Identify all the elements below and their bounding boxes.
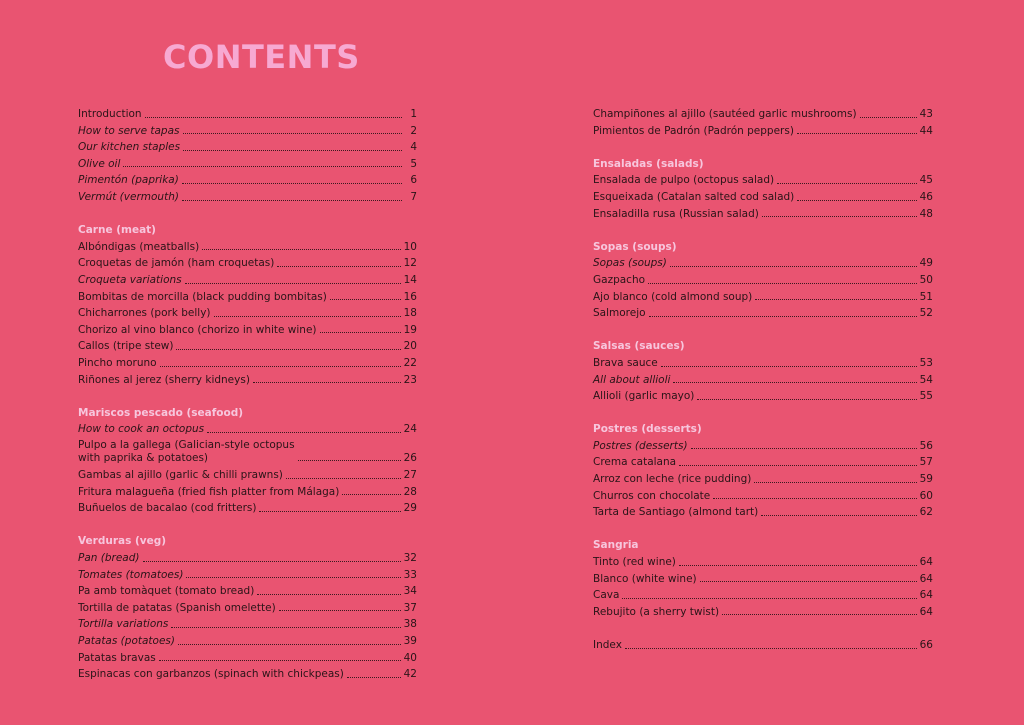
toc-entry[interactable] <box>593 438 933 455</box>
dot-leader <box>347 677 401 678</box>
verduras-section <box>78 550 417 683</box>
toc-entry[interactable] <box>593 554 933 571</box>
toc-entry[interactable] <box>78 272 417 289</box>
toc-entry[interactable] <box>78 650 417 667</box>
toc-page-number: 12 <box>403 257 417 270</box>
dot-leader <box>673 382 916 383</box>
dot-leader <box>670 266 917 267</box>
toc-entry[interactable] <box>78 633 417 650</box>
toc-page-number: 49 <box>919 257 933 270</box>
dot-leader <box>700 581 917 582</box>
toc-entry-label: Vermút (vermouth) <box>78 190 179 203</box>
toc-entry-label: Champiñones al ajillo (sautéed garlic mushrooms) <box>593 108 857 120</box>
toc-entry[interactable] <box>593 571 933 588</box>
toc-page-number: 23 <box>403 373 417 386</box>
toc-entry[interactable] <box>78 467 417 484</box>
toc-entry-label: All about allioli <box>593 373 671 386</box>
toc-entry-label: Esqueixada (Catalan salted cod salad) <box>593 190 795 203</box>
postres-section <box>593 438 933 521</box>
toc-page-number: 60 <box>919 489 933 502</box>
toc-page-number: 32 <box>403 552 417 565</box>
ensaladas-section <box>593 172 933 222</box>
toc-page-number: 64 <box>919 572 933 585</box>
toc-page-number: 54 <box>919 373 933 386</box>
toc-page-number: 62 <box>919 506 933 519</box>
dot-leader <box>777 183 917 184</box>
dot-leader <box>661 366 917 367</box>
dot-leader <box>722 614 917 615</box>
toc-entry-label: How to cook an octopus <box>78 423 205 436</box>
toc-entry[interactable] <box>78 255 417 272</box>
toc-entry[interactable] <box>78 338 417 355</box>
index-spacer <box>593 620 933 637</box>
dot-leader <box>298 460 401 461</box>
toc-entry[interactable] <box>593 172 933 189</box>
section-heading-mariscos: Mariscos pescado (seafood) <box>78 406 244 419</box>
toc-page-number: 7 <box>410 190 417 203</box>
toc-entry-label: Olive oil <box>78 157 121 170</box>
dot-leader <box>143 561 401 562</box>
dot-leader <box>123 166 402 167</box>
toc-entry[interactable] <box>593 604 933 621</box>
dot-leader <box>259 511 400 512</box>
toc-entry-label: Index <box>593 639 622 651</box>
toc-page-number: 24 <box>403 423 417 436</box>
dot-leader <box>797 200 916 201</box>
toc-page-number: 10 <box>403 240 417 253</box>
toc-page-number: 53 <box>919 356 933 369</box>
toc-page-number: 38 <box>403 618 417 631</box>
toc-entry-label: Bombitas de morcilla (black pudding bombitas) <box>78 290 327 303</box>
dot-leader <box>202 249 400 250</box>
sangria-section <box>593 554 933 620</box>
toc-entry-label: Chicharrones (pork belly) <box>78 307 211 320</box>
toc-page-number: 64 <box>919 605 933 618</box>
carne-section <box>78 239 417 388</box>
dot-leader <box>330 299 401 300</box>
toc-page-number: 45 <box>919 174 933 187</box>
toc-entry[interactable] <box>593 372 933 389</box>
toc-entry-label: Pincho moruno <box>78 356 157 369</box>
toc-page-number: 28 <box>403 485 417 498</box>
toc-page-number: 52 <box>919 307 933 320</box>
toc-entry[interactable] <box>593 272 933 289</box>
toc-entry-label: Pan (bread) <box>78 552 140 565</box>
dot-leader <box>145 117 402 118</box>
dot-leader <box>182 183 402 184</box>
toc-page-number: 1 <box>410 108 417 120</box>
toc-page-number: 5 <box>410 157 417 170</box>
section-heading-ensaladas: Ensaladas (salads) <box>593 157 704 170</box>
toc-page-number: 14 <box>403 273 417 286</box>
toc-entry-label: How to serve tapas <box>78 124 180 137</box>
toc-entry-label: Churros con chocolate <box>593 489 711 502</box>
toc-entry[interactable] <box>593 454 933 471</box>
toc-entry[interactable] <box>78 616 417 633</box>
dot-leader <box>257 594 400 595</box>
toc-entry-label: Croqueta variations <box>78 273 182 286</box>
dot-leader <box>649 316 917 317</box>
dot-leader <box>697 399 916 400</box>
mariscos-section <box>78 421 417 517</box>
toc-entry[interactable] <box>78 484 417 501</box>
intro-section <box>78 106 417 206</box>
toc-page-number: 19 <box>403 323 417 336</box>
toc-entry-label: Tinto (red wine) <box>593 556 676 569</box>
dot-leader <box>625 648 917 649</box>
toc-page-number: 27 <box>403 469 417 482</box>
section-heading-verduras: Verduras (veg) <box>78 535 167 548</box>
dot-leader <box>622 598 916 599</box>
toc-entry[interactable] <box>78 172 417 189</box>
toc-entry-label: Rebujito (a sherry twist) <box>593 605 720 618</box>
toc-entry-label: Introduction <box>78 108 142 120</box>
salsas-section <box>593 355 933 405</box>
toc-page-number: 50 <box>919 273 933 286</box>
toc-entry-label: Arroz con leche (rice pudding) <box>593 473 752 486</box>
toc-entry-label: Blanco (white wine) <box>593 572 697 585</box>
toc-page-number: 2 <box>410 124 417 137</box>
toc-entry-label: Patatas bravas <box>78 651 156 664</box>
dot-leader <box>159 660 401 661</box>
toc-entry-label: Our kitchen staples <box>78 141 181 154</box>
toc-page-number: 40 <box>403 651 417 664</box>
toc-entry-label: Cava <box>593 589 620 602</box>
dot-leader <box>761 515 916 516</box>
toc-entry-label: Pimentón (paprika) <box>78 174 179 187</box>
toc-entry[interactable] <box>593 305 933 322</box>
toc-page-number: 18 <box>403 307 417 320</box>
toc-entry[interactable] <box>78 355 417 372</box>
toc-entry-label: Salmorejo <box>593 307 646 320</box>
toc-page-number: 34 <box>403 585 417 598</box>
dot-leader <box>648 283 917 284</box>
sopas-section <box>593 255 933 321</box>
toc-entry-label: Ensalada de pulpo (octopus salad) <box>593 174 775 187</box>
toc-page-number: 46 <box>919 190 933 203</box>
toc-entry[interactable] <box>78 500 417 517</box>
right-top-section <box>593 106 933 139</box>
toc-entry-label: Croquetas de jamón (ham croquetas) <box>78 257 275 270</box>
toc-page-number: 29 <box>403 502 417 515</box>
toc-entry-label: Postres (desserts) <box>593 439 688 452</box>
toc-entry[interactable] <box>593 106 933 123</box>
toc-entry[interactable] <box>78 305 417 322</box>
page-title: CONTENTS <box>163 38 360 76</box>
toc-entry[interactable] <box>78 372 417 389</box>
toc-entry[interactable] <box>78 156 417 173</box>
toc-entry-label: Buñuelos de bacalao (cod fritters) <box>78 502 257 515</box>
toc-entry-label: Espinacas con garbanzos (spinach with chickpeas) <box>78 668 344 681</box>
section-heading-sangria: Sangria <box>593 539 639 552</box>
toc-entry-label: Ajo blanco (cold almond soup) <box>593 290 753 303</box>
dot-leader <box>860 117 917 118</box>
toc-entry-label: Gazpacho <box>593 273 646 286</box>
toc-entry[interactable] <box>78 239 417 256</box>
toc-page-number: 6 <box>410 174 417 187</box>
dot-leader <box>691 448 917 449</box>
toc-entry-label: Chorizo al vino blanco (chorizo in white wine) <box>78 323 317 336</box>
dot-leader <box>679 565 917 566</box>
toc-entry-label: Sopas (soups) <box>593 257 667 270</box>
dot-leader <box>342 494 400 495</box>
toc-entry[interactable] <box>593 206 933 223</box>
toc-entry[interactable] <box>78 322 417 339</box>
section-heading-sopas: Sopas (soups) <box>593 240 677 253</box>
toc-entry[interactable] <box>593 488 933 505</box>
toc-entry[interactable] <box>593 123 933 140</box>
contents-right-column <box>593 106 933 654</box>
dot-leader <box>755 299 916 300</box>
dot-leader <box>182 200 402 201</box>
toc-entry-label: Tomates (tomatoes) <box>78 568 184 581</box>
toc-entry[interactable] <box>593 388 933 405</box>
toc-page-number: 64 <box>919 589 933 602</box>
dot-leader <box>797 133 917 134</box>
toc-page-number: 39 <box>403 635 417 647</box>
toc-page-number: 55 <box>919 390 933 403</box>
section-heading-carne: Carne (meat) <box>78 224 156 237</box>
toc-entry[interactable] <box>593 355 933 372</box>
toc-entry-label: Gambas al ajillo (garlic & chilli prawns) <box>78 469 283 482</box>
toc-entry[interactable] <box>78 438 417 467</box>
dot-leader <box>178 644 401 645</box>
dot-leader <box>286 478 401 479</box>
toc-entry[interactable] <box>78 550 417 567</box>
toc-page-number: 43 <box>919 108 933 120</box>
toc-entry[interactable] <box>78 600 417 617</box>
dot-leader <box>207 432 401 433</box>
dot-leader <box>183 133 402 134</box>
toc-entry-label: Tarta de Santiago (almond tart) <box>593 506 759 519</box>
dot-leader <box>253 382 401 383</box>
toc-entry-label: Riñones al jerez (sherry kidneys) <box>78 373 250 386</box>
toc-page-number: 20 <box>403 340 417 353</box>
toc-entry-label: Callos (tripe stew) <box>78 340 174 353</box>
dot-leader <box>754 482 916 483</box>
dot-leader <box>279 610 401 611</box>
toc-page-number: 44 <box>919 124 933 137</box>
toc-entry-index[interactable] <box>593 637 933 654</box>
toc-entry-label: Patatas (potatoes) <box>78 635 175 647</box>
dot-leader <box>185 283 401 284</box>
toc-entry[interactable] <box>78 106 417 123</box>
toc-entry-label: Pa amb tomàquet (tomato bread) <box>78 585 255 598</box>
toc-entry-label: Allioli (garlic mayo) <box>593 390 695 403</box>
dot-leader <box>214 316 401 317</box>
section-heading-salsas: Salsas (sauces) <box>593 340 685 353</box>
toc-entry-label: Pimientos de Padrón (Padrón peppers) <box>593 124 794 137</box>
contents-left-column <box>78 106 417 683</box>
toc-page-number: 48 <box>919 207 933 220</box>
toc-page-number: 16 <box>403 290 417 303</box>
dot-leader <box>160 366 401 367</box>
toc-entry[interactable] <box>593 189 933 206</box>
toc-page-number: 33 <box>403 568 417 581</box>
section-heading-postres: Postres (desserts) <box>593 423 702 436</box>
toc-entry[interactable] <box>78 666 417 683</box>
toc-page-number: 42 <box>403 668 417 681</box>
toc-page-number: 37 <box>403 601 417 614</box>
dot-leader <box>679 465 917 466</box>
toc-page-number: 66 <box>919 639 933 651</box>
toc-entry[interactable] <box>593 504 933 521</box>
toc-entry-label: Ensaladilla rusa (Russian salad) <box>593 207 759 220</box>
dot-leader <box>171 627 400 628</box>
dot-leader <box>320 332 401 333</box>
toc-page-number: 22 <box>403 356 417 369</box>
toc-entry[interactable] <box>78 139 417 156</box>
toc-entry[interactable] <box>78 421 417 438</box>
toc-entry[interactable] <box>78 189 417 206</box>
toc-page-number: 51 <box>919 290 933 303</box>
toc-entry-label: Brava sauce <box>593 356 658 369</box>
toc-entry-label: Pulpo a la gallega (Galician-style octopus with paprika & potatoes) <box>78 439 295 465</box>
toc-page-number: 4 <box>410 141 417 154</box>
dot-leader <box>176 349 400 350</box>
toc-entry-label: Fritura malagueña (fried fish platter from Málaga) <box>78 485 340 498</box>
dot-leader <box>762 216 917 217</box>
toc-entry[interactable] <box>593 255 933 272</box>
toc-page-number: 56 <box>919 439 933 452</box>
toc-entry[interactable] <box>78 123 417 140</box>
toc-page-number: 57 <box>919 456 933 469</box>
toc-entry[interactable] <box>593 471 933 488</box>
toc-entry-label: Tortilla de patatas (Spanish omelette) <box>78 601 276 614</box>
toc-entry-label: Albóndigas (meatballs) <box>78 240 200 253</box>
toc-entry[interactable] <box>593 289 933 306</box>
toc-entry[interactable] <box>593 587 933 604</box>
toc-entry[interactable] <box>78 289 417 306</box>
toc-entry[interactable] <box>78 583 417 600</box>
toc-page-number: 59 <box>919 473 933 486</box>
dot-leader <box>186 577 400 578</box>
dot-leader <box>277 266 400 267</box>
toc-page-number: 26 <box>403 452 417 465</box>
dot-leader <box>183 150 402 151</box>
toc-page-number: 64 <box>919 556 933 569</box>
toc-entry[interactable] <box>78 567 417 584</box>
toc-entry-label: Tortilla variations <box>78 618 169 631</box>
dot-leader <box>713 498 916 499</box>
toc-entry-label: Crema catalana <box>593 456 677 469</box>
